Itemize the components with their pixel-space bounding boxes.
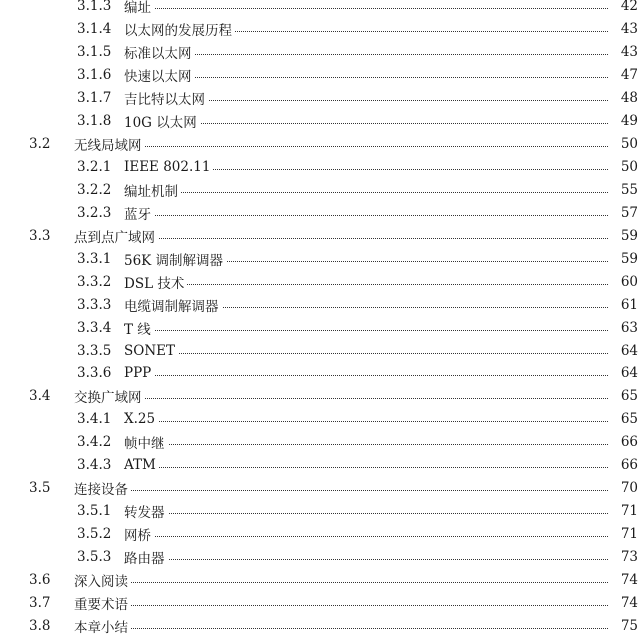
toc-entry-title: DSL 技术	[124, 272, 187, 292]
toc-entry-number: 3.2	[29, 136, 51, 153]
dot-leader	[74, 146, 610, 147]
toc-entry-number: 3.1.5	[77, 44, 112, 61]
dot-leader	[124, 513, 610, 514]
toc-subsection-entry[interactable]	[0, 408, 640, 431]
toc-entry-title: 无线局域网	[74, 134, 145, 154]
toc-entry-number: 3.3.1	[77, 250, 112, 267]
toc-subsection-entry[interactable]	[0, 179, 640, 202]
toc-entry-page-number: 61	[609, 297, 638, 313]
toc-entry-page-number: 66	[609, 457, 638, 473]
toc-entry-number: 3.3.3	[77, 296, 112, 313]
toc-entry-number: 3.5.2	[77, 526, 112, 543]
toc-entry-title: 电缆调制解调器	[124, 295, 222, 315]
toc-entry-page-number: 59	[609, 251, 638, 267]
toc-entry-page-number: 60	[609, 274, 638, 290]
toc-entry-number: 3.1.6	[77, 67, 112, 84]
toc-subsection-entry[interactable]	[0, 339, 640, 362]
dot-leader	[124, 284, 610, 285]
toc-entry-number: 3.4.1	[77, 411, 112, 428]
toc-entry-title: 蓝牙	[124, 203, 154, 223]
dot-leader	[124, 421, 610, 422]
toc-entry-page-number: 70	[609, 480, 638, 496]
toc-entry-number: 3.2.3	[77, 204, 112, 221]
toc-entry-page-number: 74	[609, 572, 638, 588]
toc-entry-number: 3.3	[29, 227, 51, 244]
toc-entry-number: 3.3.5	[77, 342, 112, 359]
toc-entry-number: 3.1.7	[77, 90, 112, 107]
toc-entry-page-number: 48	[609, 90, 638, 106]
toc-subsection-entry[interactable]	[0, 41, 640, 64]
toc-entry-title: 编址机制	[124, 180, 181, 200]
toc-entry-number: 3.4	[29, 388, 51, 405]
toc-subsection-entry[interactable]	[0, 201, 640, 224]
dot-leader	[74, 490, 610, 491]
toc-entry-page-number: 65	[609, 411, 638, 427]
toc-subsection-entry[interactable]	[0, 546, 640, 569]
toc-entry-title: X.25	[124, 411, 158, 427]
dot-leader	[124, 330, 610, 331]
toc-subsection-entry[interactable]	[0, 247, 640, 270]
toc-entry-title: 连接设备	[74, 478, 131, 498]
toc-entry-page-number: 42	[609, 0, 638, 14]
toc-entry-page-number: 63	[609, 320, 638, 336]
toc-entry-page-number: 59	[609, 228, 638, 244]
toc-entry-title: 快速以太网	[124, 65, 195, 85]
dot-leader	[74, 605, 610, 606]
toc-entry-number: 3.4.2	[77, 434, 112, 451]
toc-subsection-entry[interactable]	[0, 110, 640, 133]
toc-entry-title: 路由器	[124, 547, 168, 567]
toc-entry-number: 3.2.1	[77, 159, 112, 176]
toc-entry-number: 3.2.2	[77, 181, 112, 198]
dot-leader	[124, 444, 610, 445]
toc-entry-title: ATM	[124, 457, 159, 473]
toc-entry-number: 3.5.3	[77, 548, 112, 565]
toc-entry-title: T 线	[124, 318, 154, 338]
toc-subsection-entry[interactable]	[0, 293, 640, 316]
toc-entry-page-number: 71	[609, 503, 638, 519]
toc-entry-number: 3.1.4	[77, 21, 112, 38]
dot-leader	[74, 582, 610, 583]
toc-entry-title: 网桥	[124, 524, 154, 544]
toc-subsection-entry[interactable]	[0, 523, 640, 546]
toc-subsection-entry[interactable]	[0, 87, 640, 110]
dot-leader	[124, 536, 610, 537]
toc-entry-page-number: 49	[609, 113, 638, 129]
toc-entry-number: 3.7	[29, 594, 51, 611]
toc-entry-title: 以太网的发展历程	[124, 19, 235, 39]
toc-entry-page-number: 43	[609, 44, 638, 60]
toc-entry-page-number: 57	[609, 205, 638, 221]
toc-entry-page-number: 75	[609, 618, 638, 634]
toc-section-entry[interactable]	[0, 614, 640, 637]
toc-subsection-entry[interactable]	[0, 431, 640, 454]
toc-subsection-entry[interactable]	[0, 270, 640, 293]
toc-entry-title: 帧中继	[124, 432, 168, 452]
toc-subsection-entry[interactable]	[0, 362, 640, 385]
toc-subsection-entry[interactable]	[0, 64, 640, 87]
dot-leader	[124, 353, 610, 354]
toc-entry-number: 3.3.4	[77, 319, 112, 336]
toc-entry-number: 3.3.2	[77, 273, 112, 290]
toc-entry-page-number: 55	[609, 182, 638, 198]
toc-entry-page-number: 43	[609, 21, 638, 37]
toc-entry-page-number: 64	[609, 343, 638, 359]
toc-entry-page-number: 65	[609, 388, 638, 404]
toc-entry-title: 转发器	[124, 501, 168, 521]
toc-entry-number: 3.5	[29, 480, 51, 497]
toc-entry-page-number: 50	[609, 136, 638, 152]
toc-subsection-entry[interactable]	[0, 500, 640, 523]
toc-subsection-entry[interactable]	[0, 454, 640, 477]
toc-entry-title: 本章小结	[74, 616, 131, 636]
toc-section-entry[interactable]	[0, 477, 640, 500]
toc-entry-title: SONET	[124, 343, 178, 359]
toc-entry-title: 重要术语	[74, 593, 131, 613]
toc-entry-title: 交换广域网	[74, 386, 145, 406]
toc-entry-page-number: 66	[609, 434, 638, 450]
toc-section-entry[interactable]	[0, 224, 640, 247]
dot-leader	[124, 467, 610, 468]
toc-entry-number: 3.1.8	[77, 113, 112, 130]
toc-entry-number: 3.6	[29, 571, 51, 588]
toc-entry-title: 编址	[124, 0, 154, 16]
dot-leader	[124, 54, 610, 55]
dot-leader	[74, 398, 610, 399]
dot-leader	[74, 628, 610, 629]
toc-entry-number: 3.5.1	[77, 503, 112, 520]
toc-entry-title: PPP	[124, 365, 154, 381]
toc-subsection-entry[interactable]	[0, 156, 640, 179]
toc-entry-page-number: 47	[609, 67, 638, 83]
toc-entry-title: 56K 调制解调器	[124, 249, 226, 269]
toc-subsection-entry[interactable]	[0, 316, 640, 339]
toc-entry-title: 深入阅读	[74, 570, 131, 590]
toc-entry-page-number: 64	[609, 365, 638, 381]
toc-entry-page-number: 73	[609, 549, 638, 565]
toc-entry-number: 3.1.3	[77, 0, 112, 15]
toc-section-entry[interactable]	[0, 568, 640, 591]
toc-entry-number: 3.8	[29, 617, 51, 634]
dot-leader	[124, 77, 610, 78]
dot-leader	[124, 559, 610, 560]
toc-entry-number: 3.4.3	[77, 457, 112, 474]
dot-leader	[124, 8, 610, 9]
toc-entry-title: IEEE 802.11	[124, 159, 213, 175]
toc-entry-page-number: 74	[609, 595, 638, 611]
toc-entry-title: 标准以太网	[124, 42, 195, 62]
toc-section-entry[interactable]	[0, 385, 640, 408]
toc-subsection-entry[interactable]	[0, 0, 640, 18]
toc-entry-title: 点到点广域网	[74, 226, 158, 246]
dot-leader	[124, 375, 610, 376]
toc-section-entry[interactable]	[0, 133, 640, 156]
toc-entry-number: 3.3.6	[77, 365, 112, 382]
dot-leader	[124, 215, 610, 216]
toc-subsection-entry[interactable]	[0, 18, 640, 41]
toc-entry-title: 10G 以太网	[124, 111, 200, 131]
toc-entry-page-number: 71	[609, 526, 638, 542]
toc-section-entry[interactable]	[0, 591, 640, 614]
toc-entry-page-number: 50	[609, 159, 638, 175]
toc-entry-title: 吉比特以太网	[124, 88, 208, 108]
dot-leader	[124, 192, 610, 193]
